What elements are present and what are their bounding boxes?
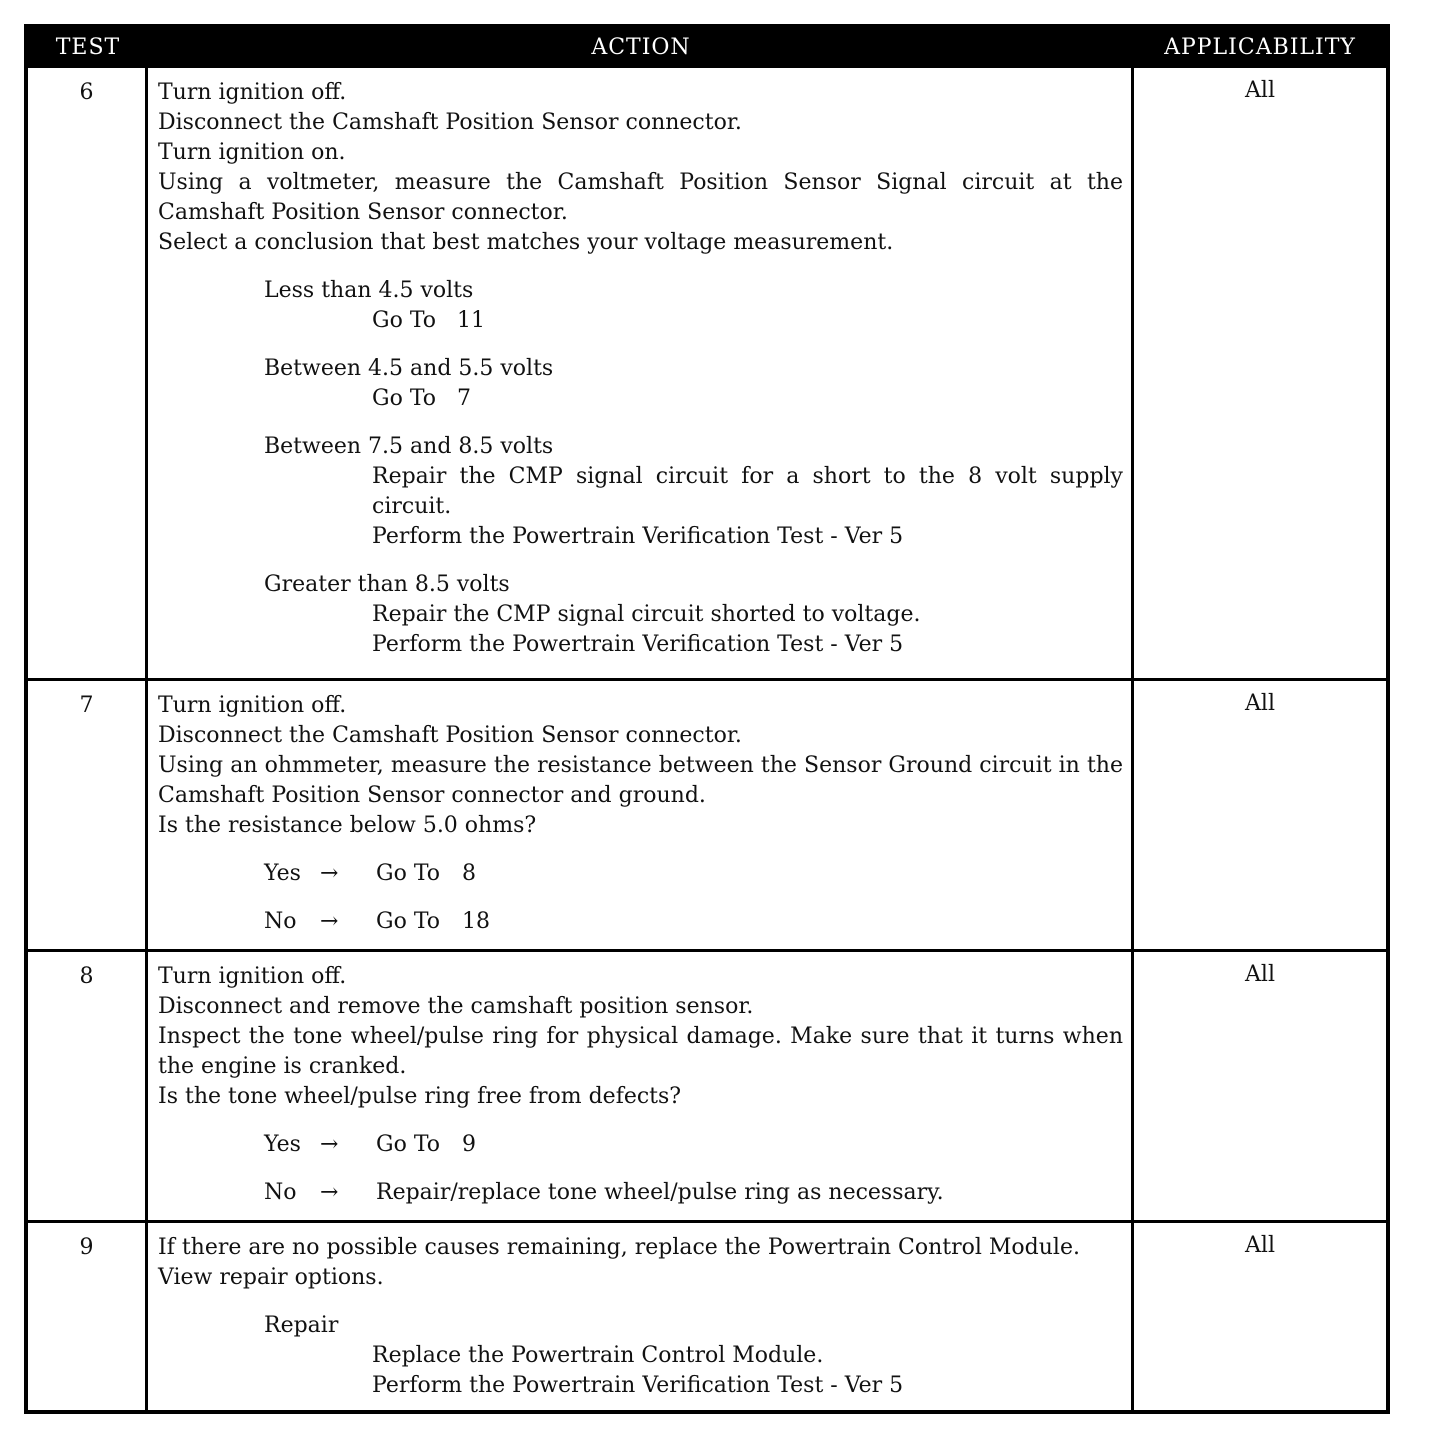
action-line: Is the resistance below 5.0 ohms? xyxy=(158,813,537,838)
action-line: Is the tone wheel/pulse ring free from defects? xyxy=(158,1084,682,1109)
action-line: Turn ignition off. xyxy=(158,693,347,718)
arrow-icon: → xyxy=(320,1180,339,1205)
answer-yes xyxy=(158,859,1123,889)
action-line: Turn ignition off. xyxy=(158,964,347,989)
arrow-icon: → xyxy=(320,861,339,886)
answer-yes xyxy=(158,1130,1123,1160)
answer-label: No xyxy=(264,909,297,934)
action-line: Disconnect the Camshaft Position Sensor connector. xyxy=(158,110,742,135)
conclusion-result: Repair the CMP signal circuit for a short to the 8 volt supply circuit. xyxy=(372,464,1123,519)
header-action: ACTION xyxy=(591,35,691,60)
repair-step: Replace the Powertrain Control Module. xyxy=(372,1343,824,1368)
repair-option xyxy=(158,1311,1123,1401)
action-cell xyxy=(148,68,1134,678)
conclusion-option xyxy=(158,570,1123,660)
test-number: 8 xyxy=(28,952,148,1220)
applicability-cell: All xyxy=(1245,78,1275,103)
conclusion-result: Perform the Powertrain Verification Test - Ver 5 xyxy=(372,524,904,549)
conclusion-result: Go To 11 xyxy=(372,308,485,333)
answer-label: Yes xyxy=(264,861,301,886)
test-number: 9 xyxy=(28,1223,148,1410)
conclusion-result: Perform the Powertrain Verification Test - Ver 5 xyxy=(372,632,904,657)
diagnostic-test-table xyxy=(24,24,1390,1414)
action-line: Inspect the tone wheel/pulse ring for physical damage. Make sure that it turns when the engine is cranked. xyxy=(158,1024,1123,1079)
goto-label: Go To xyxy=(376,1132,441,1157)
action-line: Disconnect and remove the camshaft position sensor. xyxy=(158,994,754,1019)
arrow-icon: → xyxy=(320,1132,339,1157)
goto-label: Go To xyxy=(376,909,441,934)
answer-instruction: Repair/replace tone wheel/pulse ring as necessary. xyxy=(376,1180,944,1205)
action-cell xyxy=(148,681,1134,949)
repair-step: Perform the Powertrain Verification Test - Ver 5 xyxy=(372,1373,904,1398)
diagnostic-test-table-page xyxy=(24,24,1390,1414)
conclusion-option xyxy=(158,432,1123,552)
arrow-icon: → xyxy=(320,909,339,934)
table-row-test-6 xyxy=(28,68,1386,678)
table-row-test-9 xyxy=(28,1220,1386,1410)
action-line: Using a voltmeter, measure the Camshaft Position Sensor Signal circuit at the Camshaft Position Sensor connector. xyxy=(158,170,1123,225)
action-line: Turn ignition on. xyxy=(158,140,346,165)
applicability-cell: All xyxy=(1245,962,1275,987)
action-line: Using an ohmmeter, measure the resistance between the Sensor Ground circuit in the Camshaft Position Sensor connector and ground. xyxy=(158,753,1123,808)
action-line: Turn ignition off. xyxy=(158,80,347,105)
action-line: Disconnect the Camshaft Position Sensor connector. xyxy=(158,723,742,748)
conclusion-condition: Between 4.5 and 5.5 volts xyxy=(264,356,554,381)
action-cell xyxy=(148,952,1134,1220)
goto-target: 8 xyxy=(462,861,476,886)
goto-label: Go To xyxy=(376,861,441,886)
test-number: 6 xyxy=(28,68,148,678)
header-applicability: APPLICABILITY xyxy=(1164,35,1356,60)
repair-label: Repair xyxy=(264,1313,339,1338)
conclusion-result: Repair the CMP signal circuit shorted to voltage. xyxy=(372,602,921,627)
conclusion-result: Go To 7 xyxy=(372,386,471,411)
action-line: If there are no possible causes remaining, replace the Powertrain Control Module. xyxy=(158,1235,1080,1260)
conclusion-option xyxy=(158,354,1123,414)
conclusion-condition: Between 7.5 and 8.5 volts xyxy=(264,434,554,459)
action-line: Select a conclusion that best matches your voltage measurement. xyxy=(158,230,894,255)
answer-label: Yes xyxy=(264,1132,301,1157)
table-row-test-8 xyxy=(28,949,1386,1220)
table-header xyxy=(28,28,1386,68)
conclusion-condition: Less than 4.5 volts xyxy=(264,278,474,303)
goto-target: 18 xyxy=(462,909,490,934)
action-line: View repair options. xyxy=(158,1265,384,1290)
answer-no xyxy=(158,907,1123,937)
goto-target: 9 xyxy=(462,1132,476,1157)
test-number: 7 xyxy=(28,681,148,949)
applicability-cell: All xyxy=(1245,1233,1275,1258)
header-test: TEST xyxy=(55,35,121,60)
conclusion-condition: Greater than 8.5 volts xyxy=(264,572,510,597)
table-row-test-7 xyxy=(28,678,1386,949)
applicability-cell: All xyxy=(1245,691,1275,716)
conclusion-option xyxy=(158,276,1123,336)
answer-no xyxy=(158,1178,1123,1208)
answer-label: No xyxy=(264,1180,297,1205)
action-cell xyxy=(148,1223,1134,1410)
